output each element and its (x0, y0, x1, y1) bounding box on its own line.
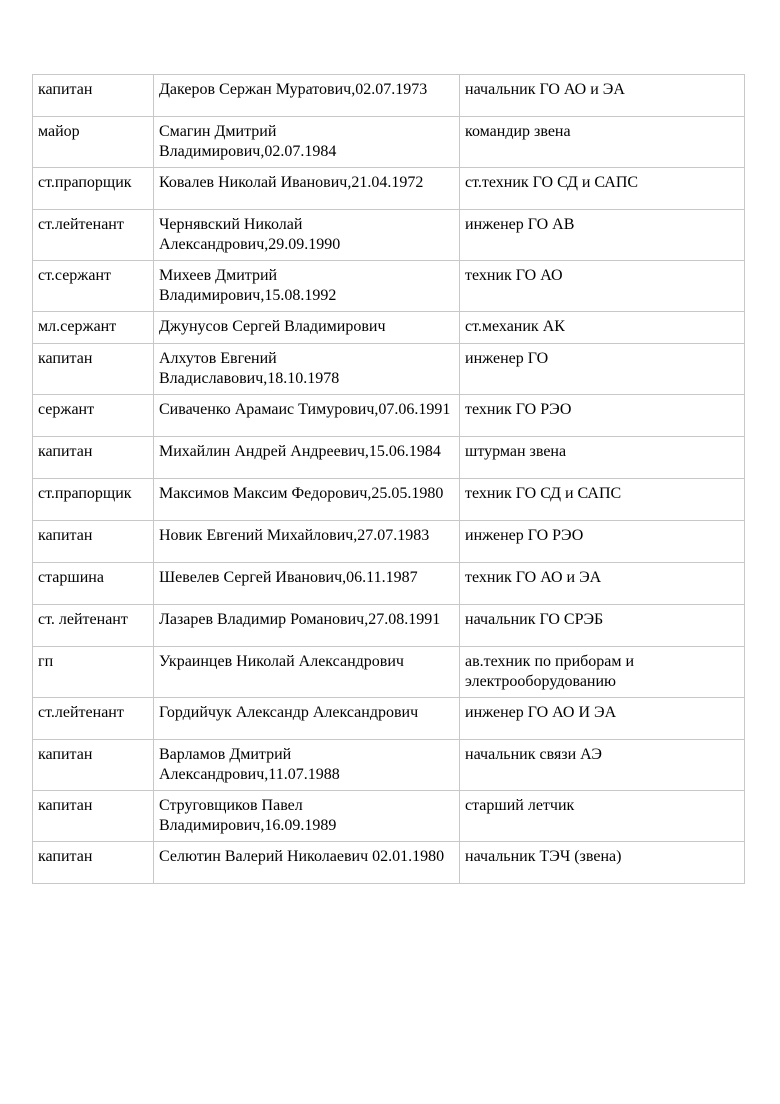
rank-cell: мл.сержант (33, 312, 154, 344)
table-row (33, 261, 745, 312)
position-cell: ав.техник по приборам и электрооборудованию (460, 647, 745, 698)
name-cell: Струговщиков Павел Владимирович,16.09.1989 (154, 791, 460, 842)
name-cell: Дакеров Сержан Муратович,02.07.1973 (154, 75, 460, 117)
position-cell: техник ГО РЭО (460, 395, 745, 437)
name-cell: Варламов Дмитрий Александрович,11.07.1988 (154, 740, 460, 791)
rank-cell: сержант (33, 395, 154, 437)
name-cell: Смагин Дмитрий Владимирович,02.07.1984 (154, 117, 460, 168)
name-cell: Михайлин Андрей Андреевич,15.06.1984 (154, 437, 460, 479)
rank-cell: капитан (33, 344, 154, 395)
rank-cell: ст. лейтенант (33, 605, 154, 647)
name-cell: Сиваченко Арамаис Тимурович,07.06.1991 (154, 395, 460, 437)
position-cell: инженер ГО АВ (460, 210, 745, 261)
position-cell: начальник связи АЭ (460, 740, 745, 791)
rank-cell: капитан (33, 75, 154, 117)
name-cell: Алхутов Евгений Владиславович,18.10.1978 (154, 344, 460, 395)
rank-cell: капитан (33, 740, 154, 791)
position-cell: техник ГО СД и САПС (460, 479, 745, 521)
table-row (33, 698, 745, 740)
position-cell: командир звена (460, 117, 745, 168)
rank-cell: старшина (33, 563, 154, 605)
name-cell: Михеев Дмитрий Владимирович,15.08.1992 (154, 261, 460, 312)
table-row (33, 605, 745, 647)
table-row (33, 344, 745, 395)
position-cell: техник ГО АО (460, 261, 745, 312)
name-cell: Селютин Валерий Николаевич 02.01.1980 (154, 842, 460, 884)
table-row (33, 437, 745, 479)
table-row (33, 791, 745, 842)
name-cell: Украинцев Николай Александрович (154, 647, 460, 698)
name-cell: Новик Евгений Михайлович,27.07.1983 (154, 521, 460, 563)
rank-cell: ст.прапорщик (33, 479, 154, 521)
name-cell: Шевелев Сергей Иванович,06.11.1987 (154, 563, 460, 605)
table-row (33, 521, 745, 563)
personnel-table-body (33, 75, 745, 884)
position-cell: ст.техник ГО СД и САПС (460, 168, 745, 210)
rank-cell: капитан (33, 521, 154, 563)
table-row (33, 395, 745, 437)
personnel-table (32, 74, 745, 884)
name-cell: Ковалев Николай Иванович,21.04.1972 (154, 168, 460, 210)
position-cell: инженер ГО (460, 344, 745, 395)
table-row (33, 168, 745, 210)
position-cell: старший летчик (460, 791, 745, 842)
table-row (33, 740, 745, 791)
position-cell: инженер ГО АО И ЭА (460, 698, 745, 740)
rank-cell: ст.сержант (33, 261, 154, 312)
table-row (33, 117, 745, 168)
position-cell: инженер ГО РЭО (460, 521, 745, 563)
name-cell: Лазарев Владимир Романович,27.08.1991 (154, 605, 460, 647)
position-cell: начальник ГО АО и ЭА (460, 75, 745, 117)
name-cell: Гордийчук Александр Александрович (154, 698, 460, 740)
rank-cell: ст.лейтенант (33, 698, 154, 740)
rank-cell: ст.лейтенант (33, 210, 154, 261)
table-row (33, 210, 745, 261)
table-row (33, 312, 745, 344)
rank-cell: капитан (33, 842, 154, 884)
rank-cell: капитан (33, 437, 154, 479)
rank-cell: гп (33, 647, 154, 698)
name-cell: Чернявский Николай Александрович,29.09.1990 (154, 210, 460, 261)
document-page (32, 74, 744, 884)
rank-cell: майор (33, 117, 154, 168)
position-cell: начальник ТЭЧ (звена) (460, 842, 745, 884)
table-row (33, 479, 745, 521)
position-cell: ст.механик АК (460, 312, 745, 344)
rank-cell: ст.прапорщик (33, 168, 154, 210)
position-cell: штурман звена (460, 437, 745, 479)
rank-cell: капитан (33, 791, 154, 842)
name-cell: Максимов Максим Федорович,25.05.1980 (154, 479, 460, 521)
table-row (33, 75, 745, 117)
table-row (33, 647, 745, 698)
position-cell: техник ГО АО и ЭА (460, 563, 745, 605)
table-row (33, 842, 745, 884)
position-cell: начальник ГО СРЭБ (460, 605, 745, 647)
name-cell: Джунусов Сергей Владимирович (154, 312, 460, 344)
table-row (33, 563, 745, 605)
